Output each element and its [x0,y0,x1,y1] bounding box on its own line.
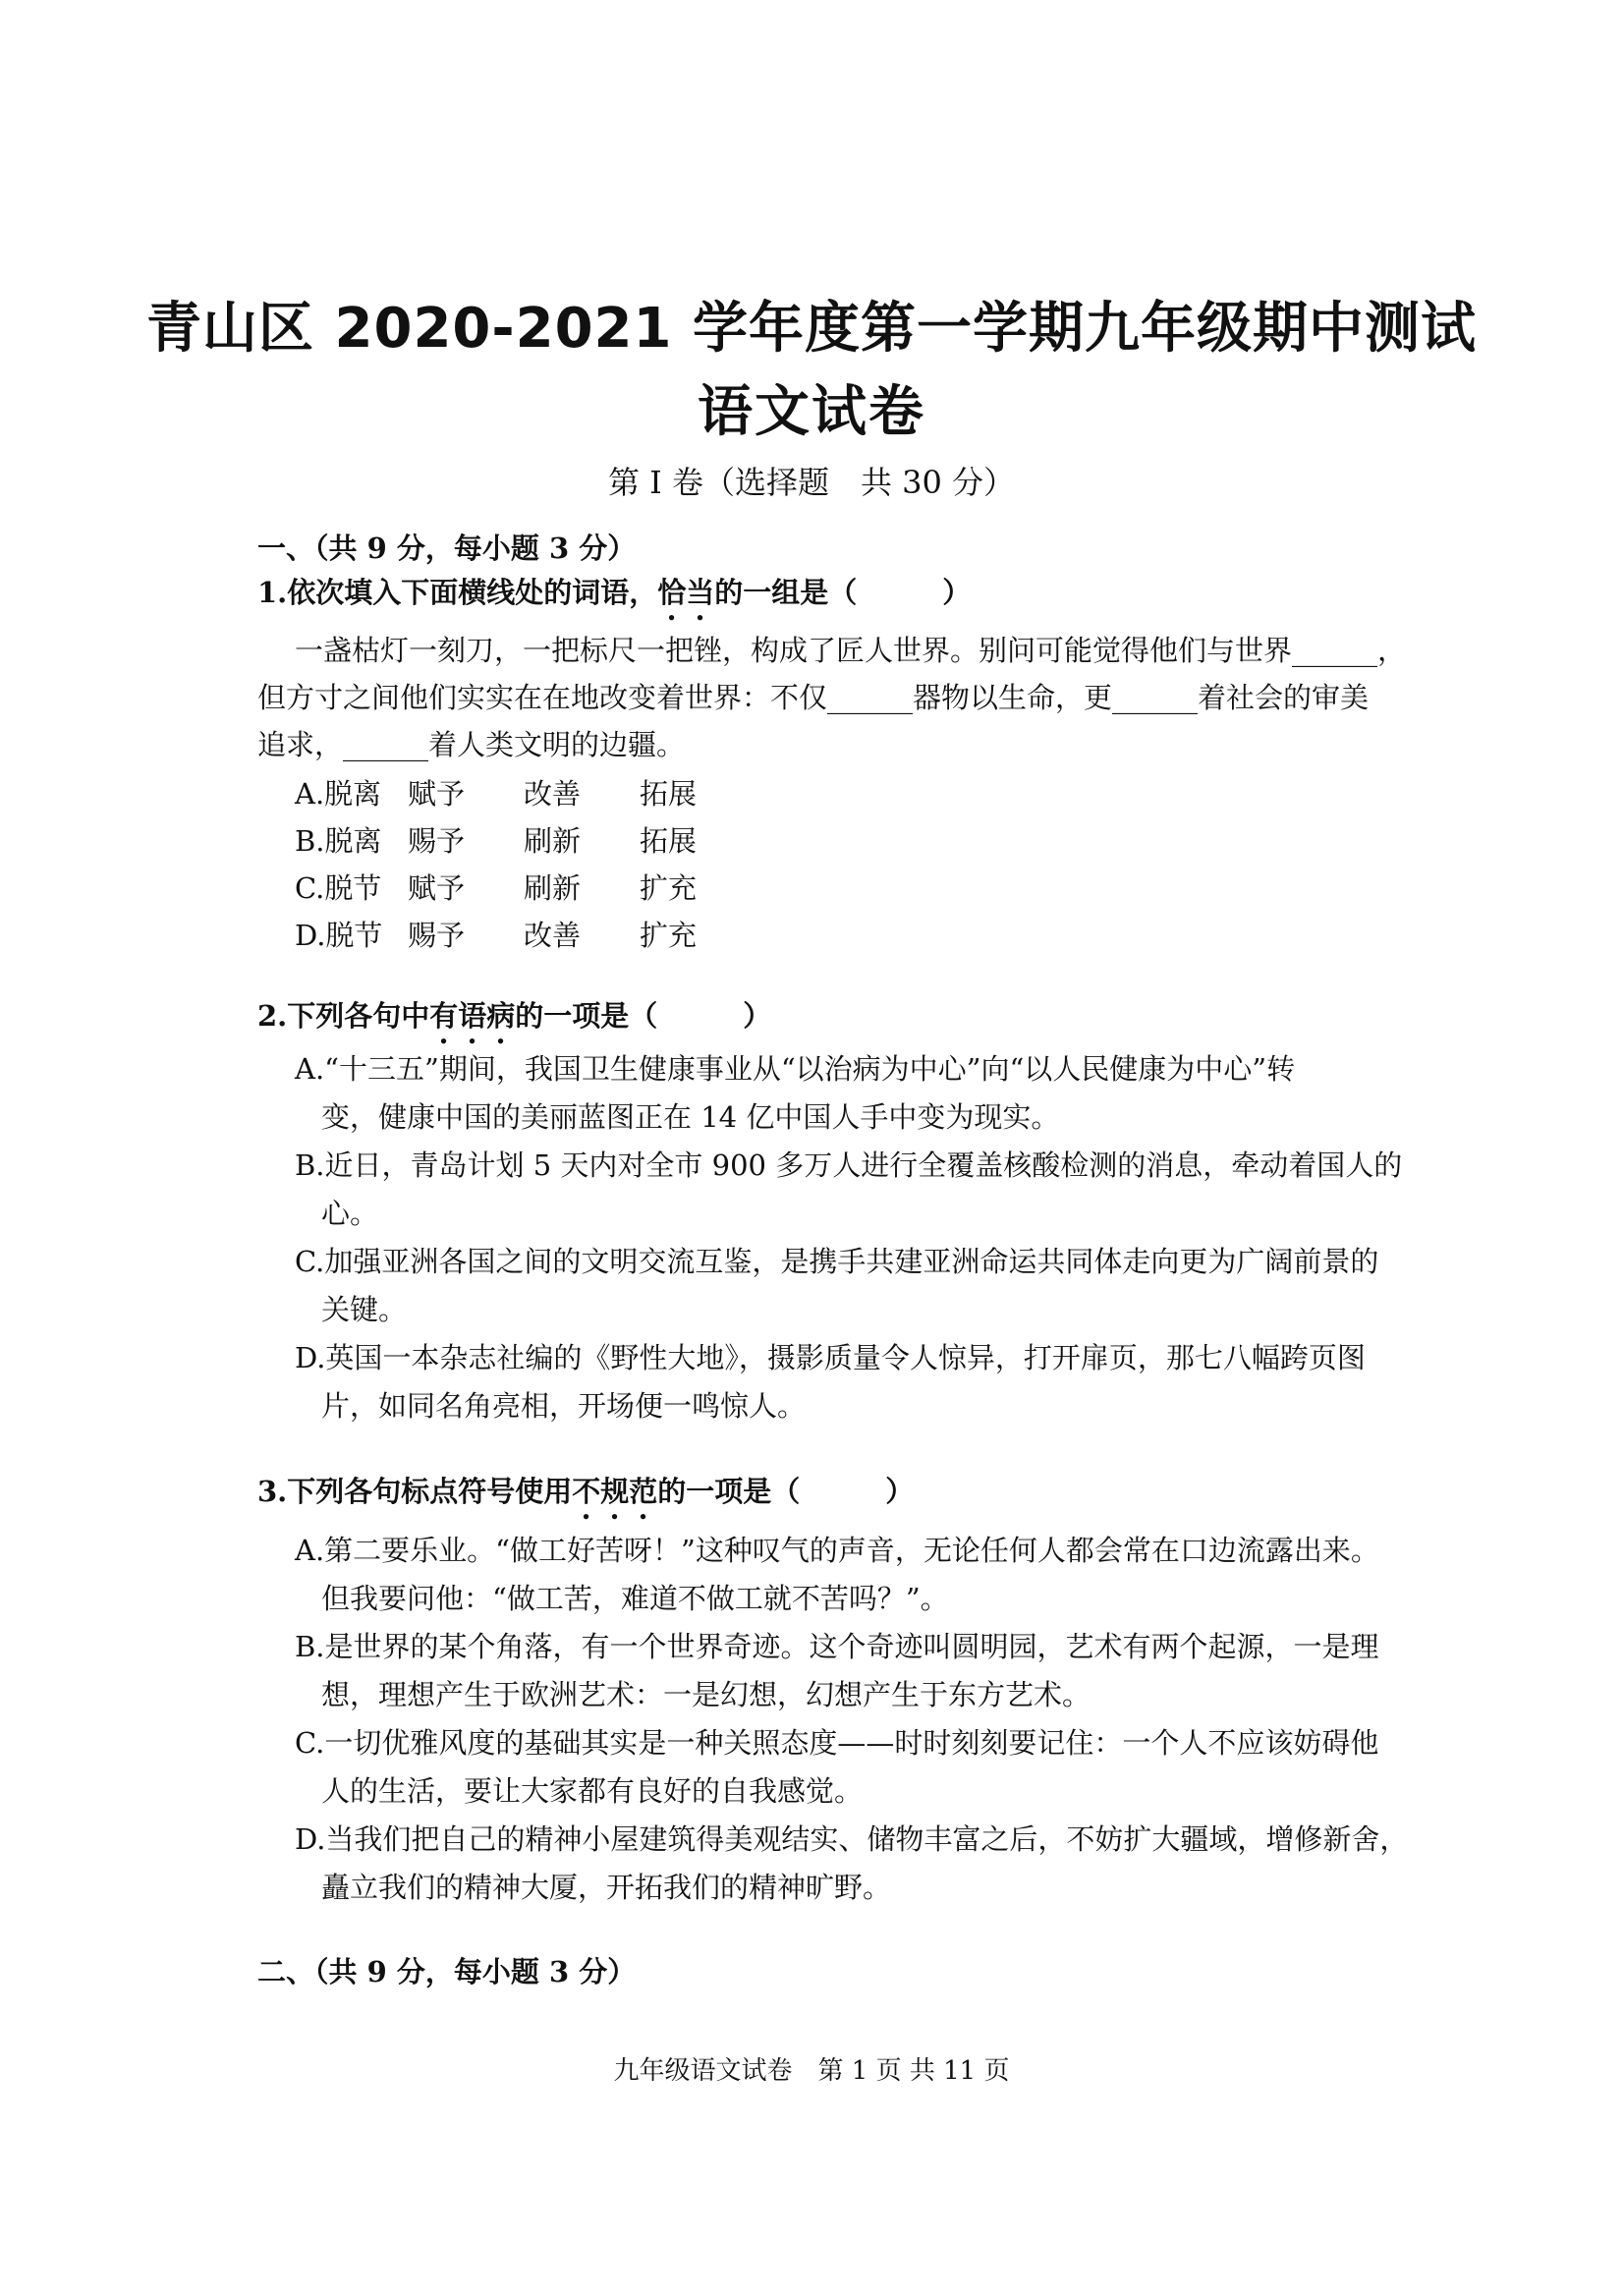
q1-option-a-word3: 改善 [524,777,582,811]
q2-stem [257,994,771,1050]
q3-option-a-line2: 但我要问他：“做工苦，难道不做工就不苦吗？”。 [321,1582,949,1615]
q3-option-d-line2: 矗立我们的精神大厦，开拓我们的精神旷野。 [321,1871,892,1904]
q2-option-c-line2: 关键。 [321,1293,408,1326]
q3-option-c-line1: C.一切优雅风度的基础其实是一种关照态度——时时刻刻要记住：一个人不应该妨碍他 [295,1726,1379,1760]
q2-option-a-line2: 变，健康中国的美丽蓝图正在 14 亿中国人手中变为现实。 [321,1100,1060,1134]
q1-option-a-word2: 赋予 [408,777,466,811]
q1-option-c-label: C.脱节 [295,871,382,905]
q2-stem-emphasis: 有语病 [429,999,516,1033]
page-footer: 九年级语文试卷 第 1 页 共 11 页 [613,2056,1010,2086]
q3-option-c-line2: 人的生活，要让大家都有良好的自我感觉。 [321,1774,864,1808]
q1-option-c-word2: 赋予 [408,871,466,905]
q1-option-d-word4: 扩充 [640,919,698,952]
q1-option-d-word2: 赐予 [408,919,466,952]
section1-heading: 一、（共 9 分，每小题 3 分） [257,532,637,565]
section2-heading: 二、（共 9 分，每小题 3 分） [257,1955,637,1988]
q1-option-b-word4: 拓展 [640,824,698,858]
q1-option-b-word3: 刷新 [524,824,582,858]
q3-stem-suffix: 的一项是（ ） [657,1475,915,1508]
q2-option-d-line2: 片，如同名角亮相，开场便一鸣惊人。 [321,1389,807,1423]
q1-stem-suffix: 的一组是（ ） [714,576,972,609]
q1-passage-line3: 追求，______着人类文明的边疆。 [257,728,686,761]
q3-stem [257,1470,914,1526]
q1-option-b-label: B.脱离 [295,824,382,858]
q2-option-d-line1: D.英国一本杂志社编的《野性大地》，摄影质量令人惊异，打开扉页，那七八幅跨页图 [295,1341,1366,1374]
q1-passage-line2: 但方寸之间他们实实在在地改变着世界：不仅______器物以生命，更______着社会的审美 [257,681,1370,714]
exam-title-line2: 语文试卷 [698,380,925,444]
q2-option-c-line1: C.加强亚洲各国之间的文明交流互鉴，是携手共建亚洲命运共同体走向更为广阔前景的 [295,1245,1379,1278]
volume-subtitle: 第 I 卷（选择题 共 30 分） [607,464,1016,501]
q1-option-c-word3: 刷新 [524,871,582,905]
q1-option-a-label: A.脱离 [295,777,382,811]
q3-stem-emphasis: 不规范 [572,1475,658,1508]
q2-option-b-line1: B.近日，青岛计划 5 天内对全市 900 多万人进行全覆盖核酸检测的消息，牵动着国人的 [295,1148,1403,1182]
q1-passage-line1: 一盏枯灯一刻刀，一把标尺一把锉，构成了匠人世界。别问可能觉得他们与世界______， [295,634,1407,667]
q1-option-d-label: D.脱节 [295,919,383,952]
q1-stem-prefix: 1.依次填入下面横线处的词语， [257,576,658,609]
q1-option-d [295,914,697,957]
exam-title-line1: 青山区 2020-2021 学年度第一学期九年级期中测试 [146,297,1477,361]
q1-option-c-word4: 扩充 [640,871,698,905]
q2-option-a-line1: A.“十三五”期间，我国卫生健康事业从“以治病为中心”向“以人民健康为中心”转 [295,1052,1296,1086]
q2-option-b-line2: 心。 [321,1197,379,1230]
q3-option-d-line1: D.当我们把自己的精神小屋建筑得美观结实、储物丰富之后，不妨扩大疆域，增修新舍， [295,1822,1409,1856]
q3-option-b-line1: B.是世界的某个角落，有一个世界奇迹。这个奇迹叫圆明园，艺术有两个起源，一是理 [295,1630,1379,1663]
q3-stem-prefix: 3.下列各句标点符号使用 [257,1475,573,1508]
q1-option-b-word2: 赐予 [408,824,466,858]
q1-option-a [295,772,697,815]
q1-option-d-word3: 改善 [524,919,582,952]
q1-option-c [295,867,697,910]
q1-stem-emphasis: 恰当 [657,576,715,609]
q1-option-a-word4: 拓展 [640,777,698,811]
q3-option-b-line2: 想，理想产生于欧洲艺术：一是幻想，幻想产生于东方艺术。 [321,1678,1091,1711]
q2-stem-suffix: 的一项是（ ） [515,999,772,1033]
q1-stem [257,571,971,627]
q1-option-b [295,819,697,863]
q3-option-a-line1: A.第二要乐业。“做工好苦呀！”这种叹气的声音，无论任何人都会常在口边流露出来。 [295,1534,1379,1567]
q2-stem-prefix: 2.下列各句中 [257,999,430,1033]
